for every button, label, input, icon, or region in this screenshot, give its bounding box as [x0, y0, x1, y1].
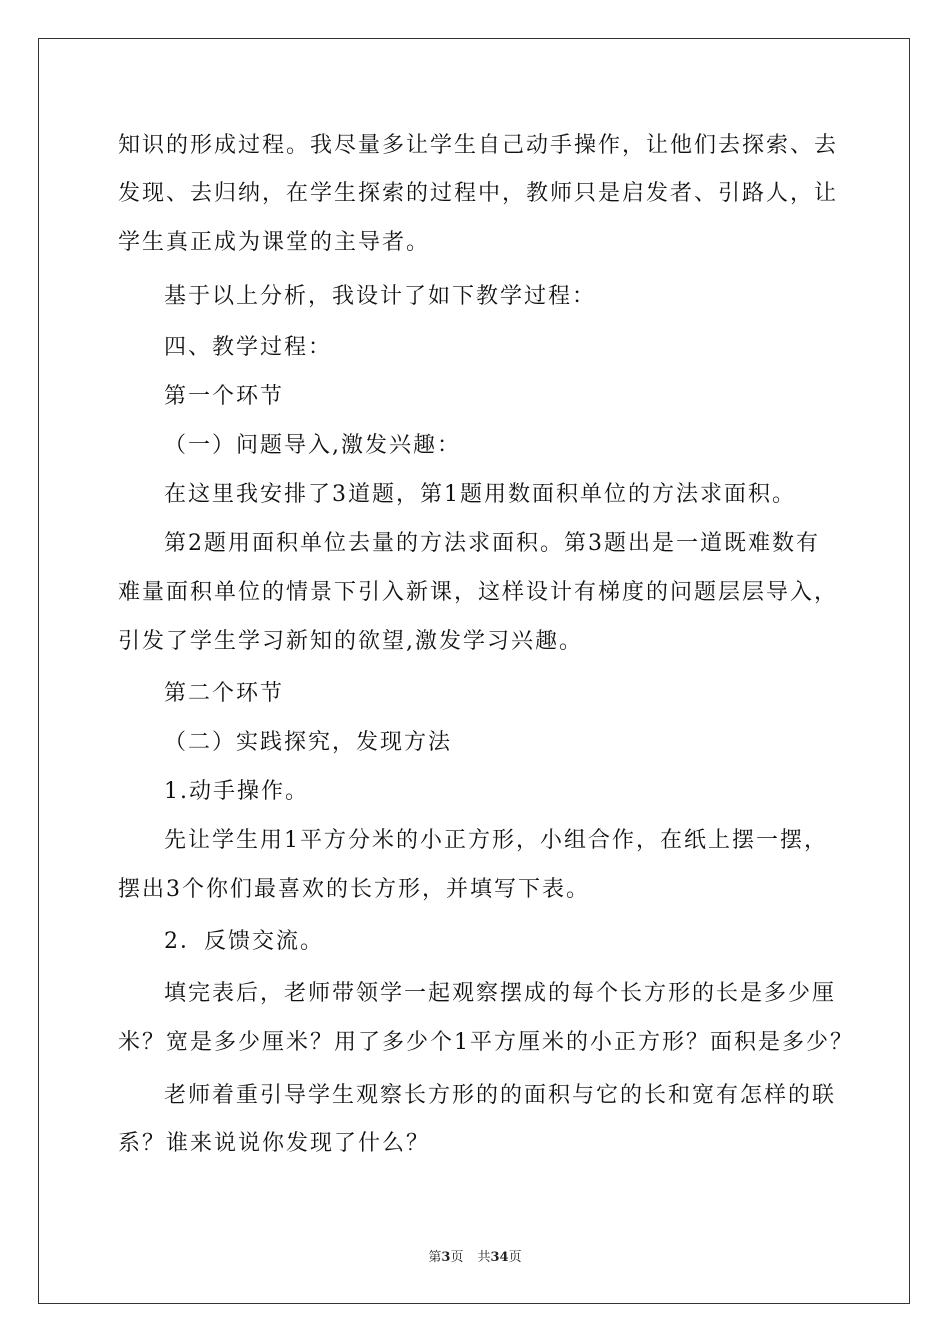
text-line-9: 第2题用面积单位去量的方法求面积。第3题出是一道既难数有: [164, 531, 820, 556]
total-pages: 34: [490, 1250, 509, 1265]
subheading-feedback: 2．反馈交流。: [164, 929, 324, 954]
text-line-10: 难量面积单位的情景下引入新课，这样设计有梯度的问题层层导入，: [118, 580, 839, 605]
text-line-19: 米？宽是多少厘米？用了多少个1平方厘米的小正方形？面积是多少？: [118, 1030, 854, 1055]
subheading-hands-on: 1.动手操作。: [164, 779, 309, 804]
page-number: 3: [441, 1250, 451, 1265]
page-footer: [0, 1246, 950, 1265]
text-line-4: 基于以上分析，我设计了如下教学过程：: [164, 284, 597, 309]
text-line-8: 在这里我安排了3道题，第1题用数面积单位的方法求面积。: [164, 482, 796, 507]
text-line-21: 系？谁来说说你发现了什么？: [118, 1131, 431, 1156]
text-line-2: 发现、去归纳，在学生探索的过程中，教师只是启发者、引路人，让: [118, 181, 839, 206]
text-line-20: 老师着重引导学生观察长方形的的面积与它的长和宽有怎样的联: [164, 1083, 837, 1108]
subheading-problem-intro: （一）问题导入,激发兴趣：: [164, 433, 461, 458]
page-prefix: 第: [428, 1250, 442, 1265]
page-suffix: 页: [450, 1250, 464, 1265]
text-line-16: 摆出3个你们最喜欢的长方形，并填写下表。: [118, 877, 590, 902]
total-prefix: 共: [477, 1250, 491, 1265]
text-line-18: 填完表后，老师带领学一起观察摆成的每个长方形的长是多少厘: [164, 981, 837, 1006]
text-line-15: 先让学生用1平方分米的小正方形，小组合作，在纸上摆一摆，: [164, 828, 828, 853]
section-heading-teaching-process: 四、教学过程：: [164, 335, 333, 360]
total-suffix: 页: [508, 1250, 522, 1265]
text-line-1: 知识的形成过程。我尽量多让学生自己动手操作，让他们去探索、去: [118, 133, 839, 158]
subheading-second-stage: 第二个环节: [164, 681, 285, 706]
subheading-first-stage: 第一个环节: [164, 384, 285, 409]
subheading-practice: （二）实践探究，发现方法: [164, 730, 453, 755]
text-line-3: 学生真正成为课堂的主导者。: [118, 230, 431, 255]
text-line-11: 引发了学生学习新知的欲望,激发学习兴趣。: [118, 629, 583, 654]
